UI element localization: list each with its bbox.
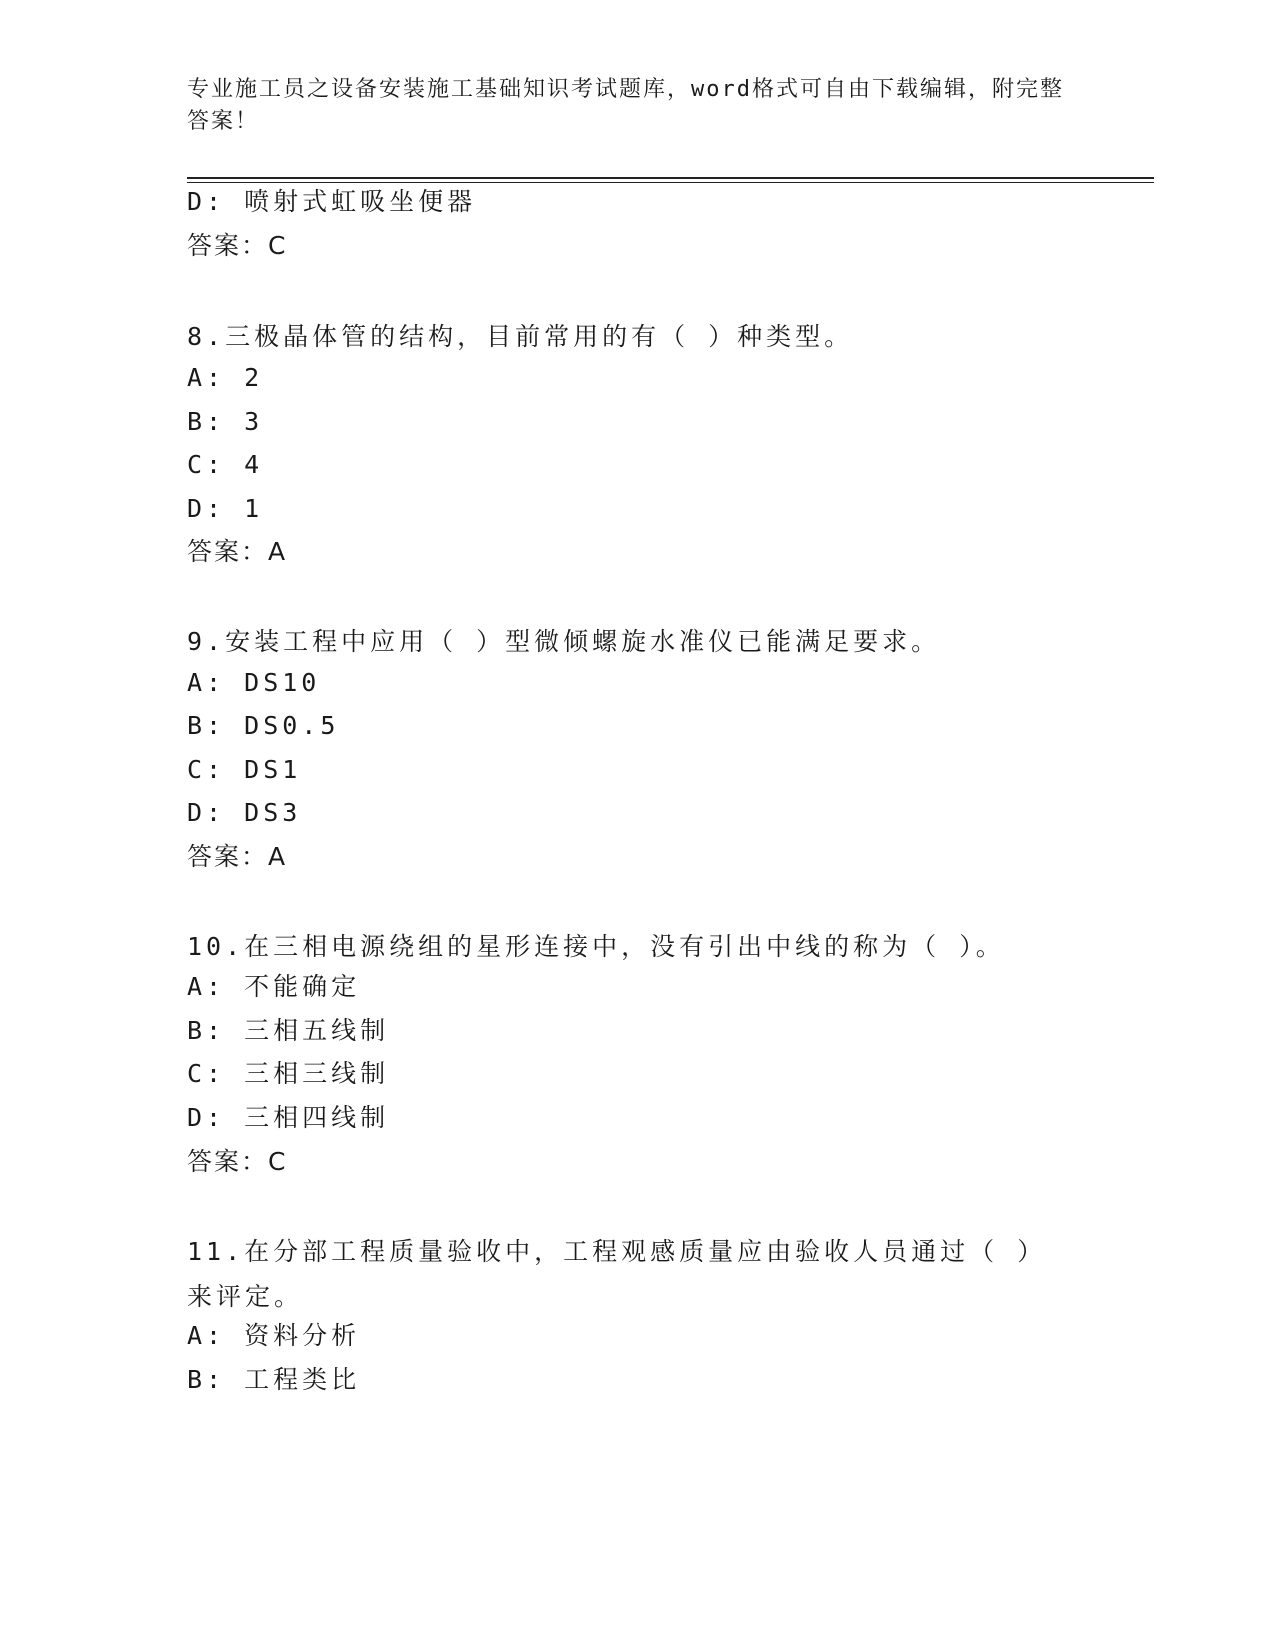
q10-title: 10.在三相电源绕组的星形连接中，没有引出中线的称为（ ）。 (187, 932, 1005, 961)
q9-option-a: A: DS10 (187, 668, 321, 697)
q8-option-d: D: 1 (187, 494, 264, 523)
q8-title: 8.三极晶体管的结构，目前常用的有（ ）种类型。 (187, 322, 854, 351)
q9-option-b: B: DS0.5 (187, 711, 340, 740)
header-rule-thick (187, 177, 1154, 179)
q8-option-a: A: 2 (187, 363, 264, 392)
q10-option-a: A: 不能确定 (187, 972, 361, 1001)
q9-title: 9.安装工程中应用（ ）型微倾螺旋水准仪已能满足要求。 (187, 627, 941, 656)
q8-option-c: C: 4 (187, 450, 264, 479)
q10-option-d: D: 三相四线制 (187, 1103, 390, 1132)
q9-option-c: C: DS1 (187, 755, 302, 784)
q10-option-b: B: 三相五线制 (187, 1016, 390, 1045)
document-header: 专业施工员之设备安装施工基础知识考试题库，word格式可自由下载编辑，附完整答案！ (187, 77, 1064, 134)
q9-option-d: D: DS3 (187, 798, 302, 827)
q8-answer: 答案：A (187, 537, 288, 566)
q9-answer: 答案：A (187, 842, 288, 871)
q10-option-c: C: 三相三线制 (187, 1059, 390, 1088)
q11-option-b: B: 工程类比 (187, 1365, 361, 1394)
q10-answer: 答案：C (187, 1147, 288, 1176)
q8-option-b: B: 3 (187, 407, 264, 436)
header-rule-thin (187, 182, 1154, 183)
prev-option-d: D: 喷射式虹吸坐便器 (187, 187, 477, 216)
prev-answer: 答案：C (187, 231, 288, 260)
q11-title: 11.在分部工程质量验收中，工程观感质量应由验收人员通过（ ）来评定。 (187, 1237, 1047, 1311)
q11-option-a: A: 资料分析 (187, 1321, 361, 1350)
